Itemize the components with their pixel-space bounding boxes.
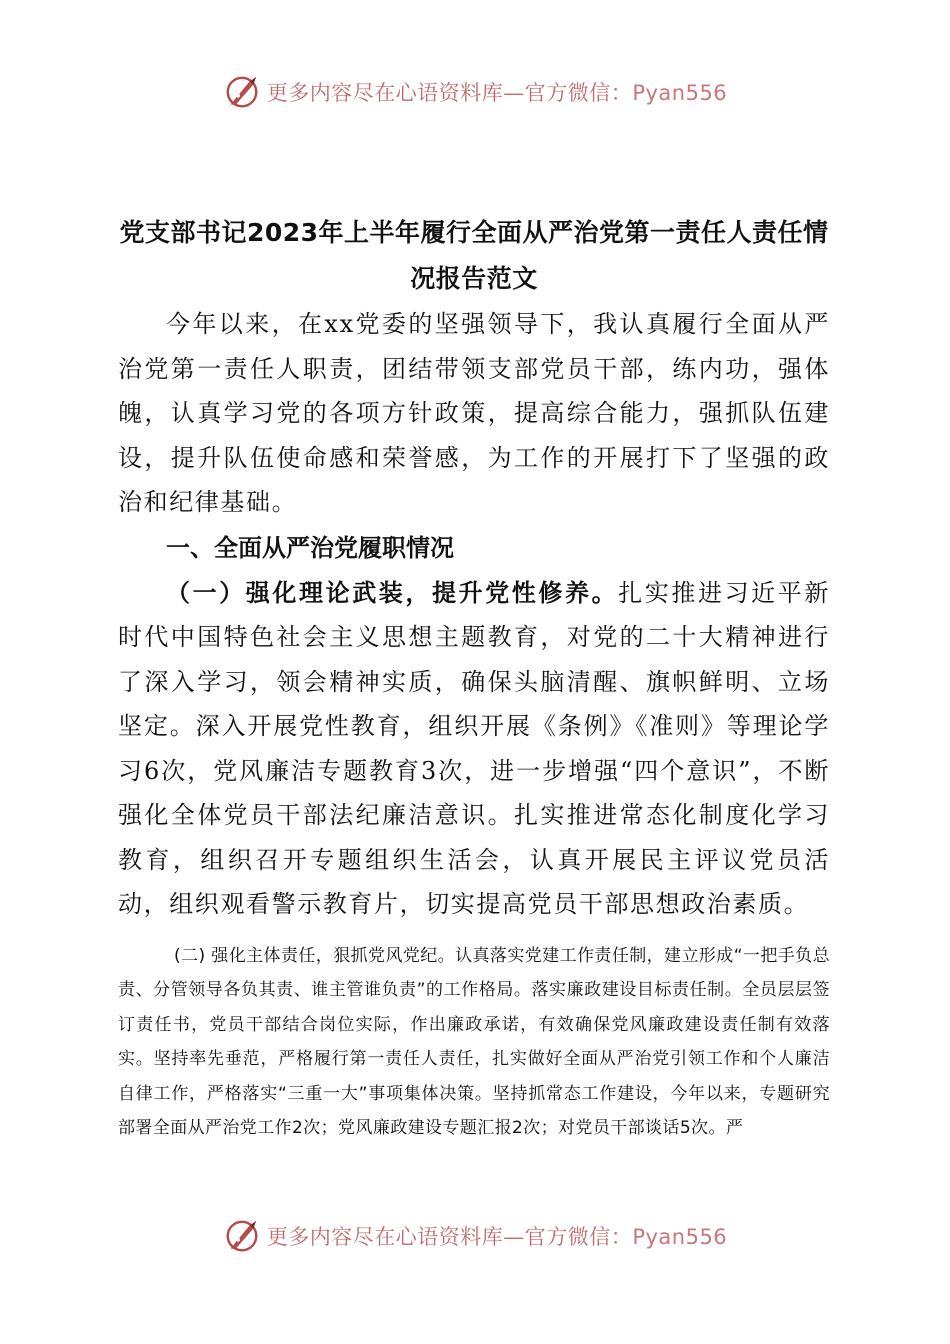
title-line-2: 况报告范文	[410, 264, 538, 293]
watermark-banner-bottom	[0, 1214, 950, 1258]
item-1-heading: （一）强化理论武装，提升党性修养。	[166, 578, 619, 607]
intro-paragraph: 今年以来，在xx党委的坚强领导下，我认真履行全面从严治党第一责任人职责，团结带领支部党员干部，练内功，强体魄，认真学习党的各项方针政策，提高综合能力，强抓队伍建设，提升队伍使命感和荣誉感，为工作的开展打下了坚强的政治和纪律基础。	[118, 310, 830, 516]
document-body	[118, 210, 830, 1146]
section-heading: 一、全面从严治党履职情况	[166, 533, 454, 562]
watermark-text: 更多内容尽在心语资料库—官方微信：Pyan556	[266, 81, 728, 105]
document-title	[118, 210, 830, 302]
title-line-1: 党支部书记2023年上半年履行全面从严治党第一责任人责任情	[119, 218, 829, 247]
quill-logo-icon	[223, 1217, 261, 1255]
item-1-paragraph	[118, 571, 830, 927]
watermark-text: 更多内容尽在心语资料库—官方微信：Pyan556	[266, 1225, 728, 1249]
watermark-banner-top	[0, 70, 950, 114]
quill-logo-icon	[223, 73, 261, 111]
item-2-paragraph: (二) 强化主体责任，狠抓党风党纪。认真落实党建工作责任制，建立形成“一把手负总责、分管领导各负其责、谁主管谁负责”的工作格局。落实廉政建设目标责任制。全员层层签订责任书，党员干部结合岗位实际，作出廉政承诺，有效确保党风廉政建设责任制有效落实。坚持率先垂范，严格履行第一责任人责任，扎实做好全面从严治党引领工作和个人廉洁自律工作，严格落实“三重一大”事项集体决策。坚持抓常态工作建设，今年以来，专题研究部署全面从严治党工作2次；党风廉政建设专题汇报2次；对党员干部谈话5次。严	[118, 945, 830, 1138]
item-1-body: 扎实推进习近平新时代中国特色社会主义思想主题教育，对党的二十大精神进行了深入学习，领会精神实质，确保头脑清醒、旗帜鲜明、立场坚定。深入开展党性教育，组织开展《条例》《准则》等理论学习6次，党风廉洁专题教育3次，进一步增强“四个意识”，不断强化全体党员干部法纪廉洁意识。扎实推进常态化制度化学习教育，组织召开专题组织生活会，认真开展民主评议党员活动，组织观看警示教育片，切实提高党员干部思想政治素质。	[118, 578, 830, 918]
